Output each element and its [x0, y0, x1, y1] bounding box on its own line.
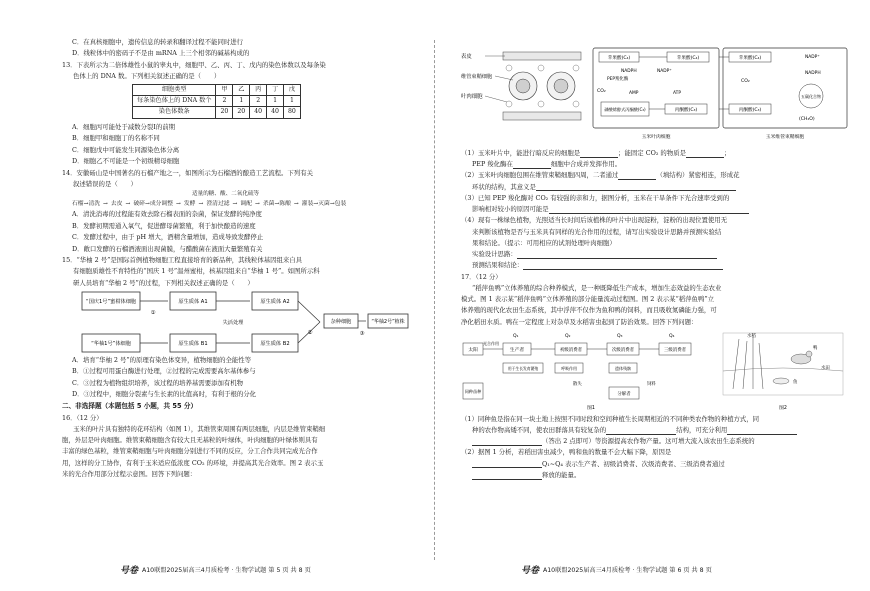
step-label: ③ — [359, 330, 365, 337]
pathway-label: 丙酮酸(C₃) — [674, 108, 698, 113]
flow-step: 澄清过滤 — [206, 200, 230, 207]
diagram-box-label: 原生质体 B1 — [178, 340, 208, 347]
q16-sub-1 — [461, 149, 848, 158]
right-footer — [521, 565, 712, 577]
text: Q₁~Q₄ 表示生产者、初级消费者、次级消费者、三级消费者通过 — [542, 459, 725, 468]
pathway-label: NADPH — [621, 69, 637, 74]
q16-para: 丰富的绿色基粒，维管束鞘细胞与叶肉细胞分别进行不同的反应，分工合作共同完成光合作 — [62, 447, 318, 456]
diagram-box-label: 原生质体 A2 — [260, 298, 290, 305]
q17-sub-1b — [461, 426, 848, 435]
fig2-label: 鱼 — [793, 379, 798, 385]
pathway-label: 丙酮酸(C₃) — [738, 108, 762, 113]
q17-para: “稻萍鱼鸭”立体养殖的综合种养模式，是一种既降低生产成本，增加生态效益的生态农业 — [472, 283, 722, 292]
leaf-section-illustration — [485, 52, 581, 120]
flow-edge-label: 散失 — [573, 381, 582, 387]
table-cell: 丙 — [250, 84, 267, 95]
step-label: ② — [307, 329, 313, 336]
q16-sub-4e — [461, 261, 848, 270]
flow-node: 次级消费者 — [612, 347, 634, 353]
answer-blank[interactable] — [536, 184, 736, 191]
q14-stem-1: 14．安徽砀山是中国著名的石榴产地之一，如图所示为石榴酒的酿造工艺流程。下列有关 — [62, 168, 313, 177]
q14-option-b: B．发酵初期需通入氧气，促进酵母菌繁殖，利于加快酿造的速度 — [72, 221, 256, 230]
pathway-label: (CH₂O) — [799, 117, 815, 122]
flow-q-label: Q₃ — [617, 333, 623, 339]
left-footer — [120, 565, 311, 577]
answer-blank[interactable] — [472, 461, 542, 468]
q13-option-c: C．细胞戊中可能发生同源染色体分离 — [72, 145, 180, 154]
q13-option-d: D．细胞乙不可能是一个初级精母细胞 — [72, 157, 180, 166]
table-cell: 乙 — [233, 84, 250, 95]
section-heading: 二、非选择题（本题包括 5 小题，共 55 分） — [62, 401, 198, 410]
flow-step: 发酵 — [183, 200, 196, 207]
flow-edge-label: 饲料 — [647, 381, 656, 387]
table-cell: 丁 — [267, 84, 284, 95]
arrow-icon: → — [176, 200, 181, 207]
pathway-label: NADP⁺ — [657, 69, 672, 74]
table-cell: 20 — [216, 107, 233, 118]
flow-q-label: Q₄ — [669, 333, 675, 339]
table-cell: 细胞类型 — [133, 84, 216, 95]
answer-blank[interactable] — [472, 473, 542, 480]
q16-para: 米的光合作用部分过程示意图。回答下列问题： — [62, 469, 197, 478]
arrow-icon: → — [255, 200, 260, 207]
text: （1）玉米叶片中，能进行暗反应的细胞是 — [461, 149, 581, 157]
table-cell: 1 — [233, 96, 250, 107]
pathway-label: 磷酸烯醇式丙酮酸(C₃) — [604, 107, 646, 112]
flow-q-label: Q₂ — [565, 333, 571, 339]
flow-step: 调配 — [240, 200, 253, 207]
flow-node: 同种苗种 — [464, 388, 482, 394]
fig2-label: 鸭 — [813, 345, 818, 351]
answer-blank[interactable] — [523, 263, 723, 270]
flow-node: 三级消费者 — [664, 347, 686, 353]
arrow-icon: → — [293, 200, 299, 207]
answer-blank[interactable] — [513, 162, 551, 169]
q14-option-a: A．清洗消毒的过程能有效去除石榴表面的杂菌，保证发酵的纯净度 — [72, 210, 262, 219]
footer-text: A10联盟2025届高三4月质检考 · 生物学试题 第 5 页 共 8 页 — [142, 566, 311, 574]
brand-logo: 号卷 — [521, 565, 540, 576]
q14-flow-diagram — [72, 201, 417, 209]
fig2-label: 水田 — [821, 365, 830, 371]
q17-head: 17．（12 分） — [461, 272, 502, 281]
pathway-label: CO₂ — [597, 89, 606, 94]
fig1-label: 表皮 — [461, 54, 472, 60]
fig1-label: 维管束鞘细胞 — [461, 74, 493, 80]
table-cell: 2 — [250, 96, 267, 107]
text: 影响相对较小的原因可能是 — [472, 205, 549, 214]
diagram-box-label: 原生质体 A1 — [178, 298, 208, 305]
brand-logo: 号卷 — [120, 565, 139, 576]
q14-flow-additive: 适量的糖、酸、二氧化硫等 — [192, 191, 260, 198]
q16-sub-2b — [461, 183, 848, 192]
text: 种的农作物高矮不同，使农田群落具有较复杂的 — [472, 425, 607, 434]
text: 结构，可充分利用 — [676, 425, 728, 434]
answer-blank[interactable] — [580, 151, 618, 158]
table-cell: 甲 — [216, 84, 233, 95]
q16-para: 用，这样的分工协作，有利于玉米适应低浓度 CO₂ 的环境，并提高其光合效率。图 2 表示玉 — [62, 458, 324, 467]
table-cell: 1 — [283, 96, 300, 107]
answer-blank[interactable] — [618, 173, 656, 180]
q15-diagram — [80, 290, 410, 356]
q13-stem-2: 色体上的 DNA 数。下列相关叙述正确的是（ ） — [73, 72, 221, 81]
q16-sub-4b: 来判断该植物是否与玉米具有同样的光合作用的过程，请写出实验设计思路并预测实验结 — [472, 227, 722, 236]
flow-step: 杀菌→陈酿 — [262, 200, 291, 207]
q17-figures — [461, 329, 851, 413]
table-cell: 每条染色体上的 DNA 数个 — [133, 96, 216, 107]
diagram-box-label: 原生质体 B2 — [260, 340, 290, 347]
pathway-label: NADPH — [805, 71, 821, 76]
q16-figures — [461, 46, 851, 146]
q16-sub-4: （4）现有一株绿色植物，光照适当长时间后该植株的叶片中出现淀粉，淀粉的出现位置使用无 — [461, 216, 728, 225]
flow-node: 初级消费者 — [560, 347, 582, 353]
text: （填结构）紧密相连，形成花 — [656, 171, 740, 180]
text: ； — [724, 149, 731, 157]
q15-option-d: D．③过程中，细胞分裂素与生长素的比值高时，有利于根的分化 — [72, 390, 257, 399]
q13-option-b: B．细胞甲和细胞丁的名称不同 — [72, 134, 160, 143]
flow-node: 分解者 — [617, 391, 631, 397]
pathway-label: CO₂ — [741, 79, 750, 84]
arrow-icon: → — [103, 200, 108, 207]
q17-para: 体养殖的现代化农田生态系统，其中浮萍不仅作为鱼和鸭的饲料，而且吸收氮磷能力强，可 — [461, 306, 717, 315]
q13-table — [132, 84, 301, 119]
flow-node: 生产者 — [509, 347, 525, 353]
q15-stem-1: 15．“华柚 2 号”是国际首例植物细胞工程直接培育的新品种，其线粒体基因组来自具 — [62, 256, 303, 265]
text: （2）玉米叶肉细胞包围在维管束鞘细胞四周，二者通过 — [461, 171, 619, 180]
table-cell: 染色体数条 — [133, 107, 216, 118]
q17-para: 净化稻田水质。鸭在一定程度上对杂草及水稻害虫起到了防治效果。回答下列问题： — [461, 317, 698, 326]
q13-option-a: A．细胞丙可能处于减数分裂Ⅰ的前期 — [72, 122, 175, 131]
answer-blank[interactable] — [517, 252, 717, 259]
table-row — [133, 96, 301, 107]
q16-sub-3: （3）已知 PEP 羧化酶对 CO₂ 有较强的亲和力，据图分析，玉米在干旱条件下光合速率受到的 — [461, 193, 730, 202]
table-row — [133, 107, 301, 118]
table-row — [133, 84, 301, 95]
text: 环状的结构，其意义是 — [472, 182, 536, 191]
q15-stem-3: 研人员培育“华柚 2 号”的过程，下列相关叙述正确的是（ ） — [73, 278, 254, 287]
rice-field-illustration — [723, 333, 843, 395]
arrow-icon: → — [125, 200, 131, 207]
q16-sub-2 — [461, 171, 848, 180]
flow-node: 呼吸作用 — [561, 365, 577, 371]
q16-sub-1b — [461, 160, 848, 169]
q16-sub-3b — [461, 205, 848, 214]
text: PEP 羧化酶在 — [472, 160, 513, 169]
table-cell: 40 — [267, 107, 284, 118]
text: 细胞中合成并发挥作用。 — [550, 160, 622, 169]
step-label: ① — [150, 309, 156, 316]
pathway-label: 苹果酸(C₄) — [676, 56, 700, 61]
text: 预测结果和结论： — [472, 261, 524, 270]
pathway-label: PEP羧化酶 — [607, 77, 629, 82]
answer-blank[interactable] — [549, 207, 749, 214]
q14-stem-2: 叙述错误的是（ ） — [73, 179, 137, 188]
q17-sub-2b — [461, 460, 848, 469]
fig1-label: 叶肉细胞 — [461, 94, 483, 100]
arrow-icon: → — [198, 200, 204, 207]
table-cell: 80 — [283, 107, 300, 118]
answer-blank[interactable] — [606, 428, 676, 435]
table-cell: 40 — [250, 107, 267, 118]
fig2-label: 水稻 — [747, 333, 756, 339]
q13-stem-1: 13．下表所示为二倍体雄性小鼠的睾丸中，细胞甲、乙、丙、丁、戊内的染色体数以及每条染 — [62, 60, 326, 69]
flow-step: 破碎→成分调整 — [133, 200, 174, 207]
right-page — [435, 0, 870, 591]
text: ；能固定 CO₂ 的物质是 — [618, 149, 686, 157]
diagram-box-label: 杂种细胞 — [330, 318, 352, 325]
figure-caption: 玉米叶肉细胞 — [641, 135, 671, 140]
q16-sub-4d — [461, 250, 848, 259]
text: （答出 2 点即可）等资源提高农作物产量。这可增大流入该农田生态系统的 — [542, 437, 755, 446]
text: 释放的能量。 — [542, 470, 581, 479]
q12-option-d: D．线粒体中的密码子不是由 mRNA 上三个相邻的碱基构成的 — [72, 49, 250, 58]
q17-sub-2c — [461, 471, 848, 480]
diagram-box-label: “华柚2号”植株 — [371, 318, 405, 325]
diagram-box-label: “华柚1号”体细胞 — [91, 340, 131, 347]
flow-q-label: Q₁ — [513, 333, 519, 339]
diagram-mid-label: 失活处理 — [222, 319, 244, 326]
q17-para: 模式。图 1 表示某“稻萍鱼鸭”立体养殖的部分能量流动过程图。图 2 表示某“稻萍鱼鸭”立 — [461, 295, 714, 304]
q15-option-b: B．①过程可用蛋白酶进行处理，②过程的完成需要高尔基体参与 — [72, 367, 256, 376]
answer-blank[interactable] — [472, 439, 542, 446]
q16-para: 玉米的叶片具有独特的花环结构（如图 1），其维管束周围有两层细胞，内层是维管束鞘细 — [73, 424, 326, 433]
pathway-label: AMP — [629, 91, 639, 96]
q14-option-d: D．敞口发酵的石榴酒液面出现菌膜，与醋酸菌在液面大量繁殖有关 — [72, 244, 263, 253]
pathway-label: 苹果酸(C₄) — [607, 56, 631, 61]
pathway-label: 苹果酸(C₄) — [738, 56, 762, 61]
flow-node: 用于生长发育繁殖 — [507, 365, 539, 371]
q17-sub-1c — [461, 437, 848, 446]
q12-option-c: C．在真核细胞中，遗传信息的转录和翻译过程不能同时进行 — [72, 38, 244, 46]
arrow-icon: → — [232, 200, 238, 207]
answer-blank[interactable] — [686, 151, 724, 158]
text: 实验设计思路： — [472, 250, 517, 259]
q17-sub-1: （1）同种鱼是指在同一块土地上按照不同时段和空间种植生长周期相近的不同种类农作物的种植方式，同 — [461, 414, 760, 423]
diagram-box-label: “国庆1号”蜜柑体细胞 — [85, 298, 137, 305]
flow-edge-label: 光合作用 — [483, 340, 499, 346]
q16-sub-4c: 果和结论。（提示：可用相应的试剂处理叶肉细胞） — [472, 238, 616, 247]
flow-step: 灌装→灭菌→包装 — [301, 200, 347, 207]
pathway-label: ATP — [673, 91, 681, 96]
q17-sub-2: （2）据图 1 分析，若稻田害虫减少，鸭和鱼的数量不会大幅下降，原因是 — [461, 448, 672, 457]
figure-caption: 图1 — [587, 405, 595, 411]
footer-text: A10联盟2025届高三4月质检考 · 生物学试题 第 6 页 共 8 页 — [543, 566, 712, 574]
pathway-label: 五碳化合物 — [801, 94, 821, 99]
flow-step: 石榴→清洗 — [72, 200, 101, 207]
q16-para: 胞，外层是叶肉细胞。维管束鞘细胞含有较大且无基粒的叶绿体，叶肉细胞的叶绿体则具有 — [62, 436, 318, 445]
figure-caption: 玉米维管束鞘细胞 — [765, 135, 805, 140]
q16-head: 16．（12 分） — [62, 413, 103, 422]
table-cell: 1 — [267, 96, 284, 107]
table-cell: 戊 — [283, 84, 300, 95]
q15-option-c: C．③过程为植物组织培养，该过程的培养基需要添加有机物 — [72, 378, 244, 387]
q14-option-c: C．发酵过程中，由于 pH 增大，酒精含量增加，造成导致发酵停止 — [72, 233, 264, 242]
q15-option-a: A．培育“华柚 2 号”的原理有染色体变异，植物细胞的全能性等 — [72, 355, 252, 364]
pathway-label: NADP⁺ — [805, 55, 820, 60]
q15-stem-2: 有细胞质雄性不育特性的“国庆 1 号”温州蜜柑，核基因组来自“华柚 1 号”。如图所示科 — [73, 267, 320, 276]
table-cell: 20 — [233, 107, 250, 118]
table-cell: 2 — [216, 96, 233, 107]
answer-blank[interactable] — [727, 428, 797, 435]
flow-step: 去皮 — [110, 200, 123, 207]
flow-node: 太阳 — [468, 347, 478, 353]
flow-node: 遗体残骸 — [615, 365, 631, 371]
figure-caption: 图2 — [779, 405, 787, 411]
